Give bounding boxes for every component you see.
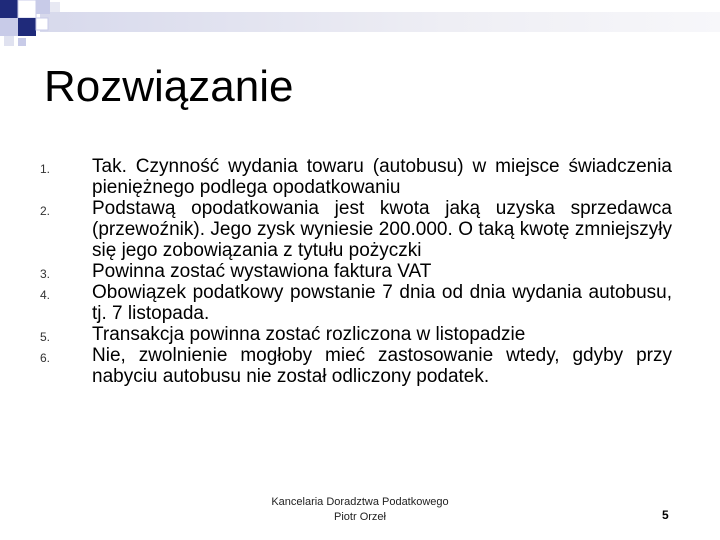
- item-text: Powinna zostać wystawiona faktura VAT: [92, 261, 432, 282]
- list-item: [40, 156, 672, 198]
- item-number: 2.: [40, 204, 51, 218]
- item-number: 1.: [40, 162, 51, 176]
- page-number: 5: [662, 508, 669, 522]
- slide-title: Rozwiązanie: [44, 62, 294, 111]
- list-item: [40, 198, 672, 261]
- list-item: [40, 261, 672, 282]
- item-text: Nie, zwolnienie mogłoby mieć zastosowanie wtedy, gdyby przy nabyciu autobusu nie został odliczony podatek.: [92, 345, 672, 387]
- list-item: [40, 345, 672, 387]
- item-text: Tak. Czynność wydania towaru (autobusu) w miejsce świadczenia pieniężnego podlega opodatkowaniu: [92, 156, 672, 198]
- item-text: Transakcja powinna zostać rozliczona w listopadzie: [92, 324, 526, 345]
- item-text: Podstawą opodatkowania jest kwota jaką uzyska sprzedawca (przewoźnik). Jego zysk wyniesie 200.000. O taką kwotę zmniejszyły się jego zobowiązania z tytułu pożyczki: [92, 198, 672, 261]
- item-number: 3.: [40, 267, 51, 281]
- header-pattern-icon: [0, 0, 720, 50]
- decorative-header-squares: [0, 0, 720, 50]
- item-number: 4.: [40, 288, 51, 302]
- slide-footer: [250, 495, 470, 525]
- item-number: 6.: [40, 351, 51, 365]
- footer-author: Piotr Orzeł: [334, 511, 386, 523]
- item-number: 5.: [40, 330, 51, 344]
- list-item: [40, 282, 672, 324]
- solution-list: [40, 156, 672, 387]
- list-item: [40, 324, 672, 345]
- footer-company: Kancelaria Doradztwa Podatkowego: [271, 496, 449, 508]
- item-text: Obowiązek podatkowy powstanie 7 dnia od dnia wydania autobusu, tj. 7 listopada.: [92, 282, 672, 324]
